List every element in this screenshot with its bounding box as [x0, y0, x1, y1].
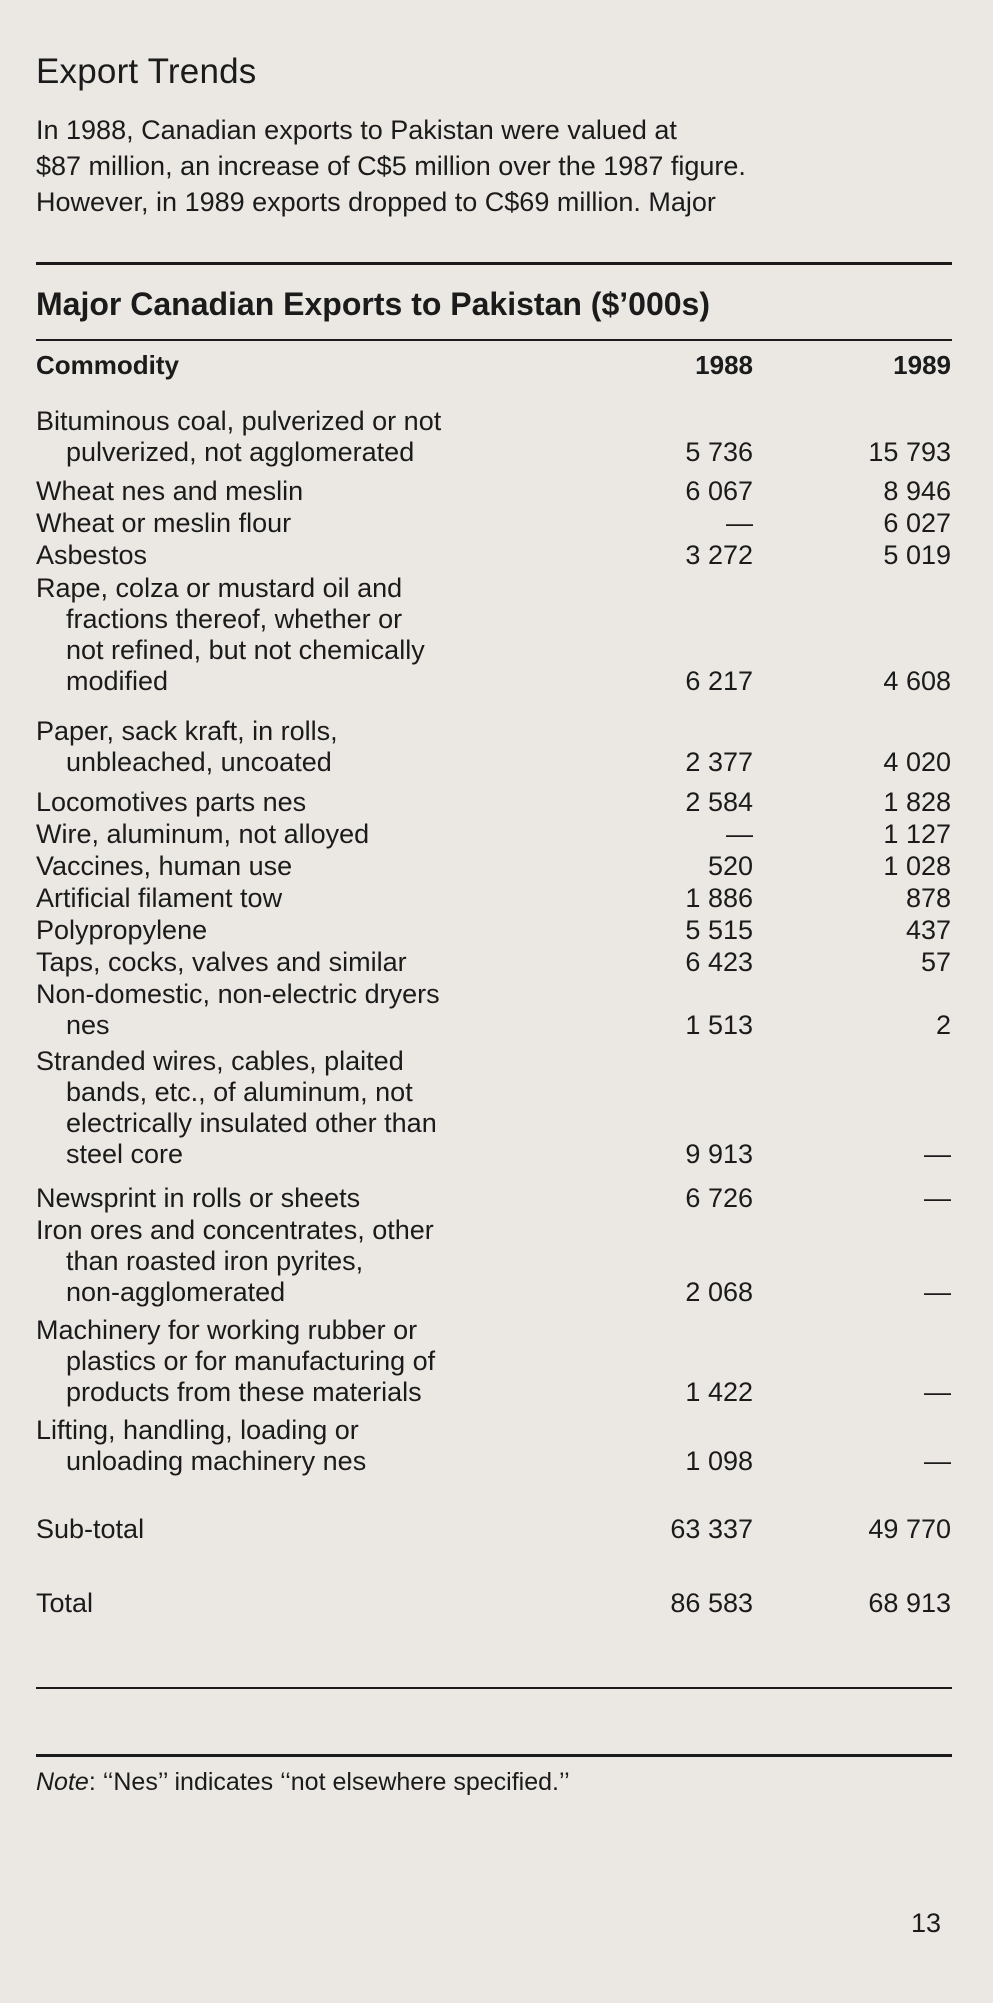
commodity-line: Polypropylene	[36, 915, 208, 945]
value-1989-cell: 15 793	[868, 437, 951, 467]
commodity-line: Locomotives parts nes	[36, 787, 307, 817]
commodity-line: Stranded wires, cables, plaited	[36, 1046, 404, 1076]
value-1988-cell: 5 515	[685, 915, 753, 945]
value-1988-cell: 9 913	[685, 1139, 753, 1169]
column-header-1989: 1989	[893, 350, 951, 380]
commodity-line: products from these materials	[66, 1377, 422, 1407]
commodity-cell	[36, 947, 596, 978]
commodity-cell	[36, 819, 596, 850]
commodity-line: Non-domestic, non-electric dryers	[36, 979, 440, 1009]
value-1989-cell: 57	[920, 947, 951, 977]
commodity-line: modified	[66, 666, 169, 696]
commodity-line: electrically insulated other than	[66, 1108, 437, 1138]
value-1988-cell: 1 098	[685, 1446, 753, 1476]
value-1989-cell: —	[924, 1446, 951, 1476]
commodity-cell	[36, 883, 596, 914]
commodity-cell	[36, 1183, 596, 1214]
value-1989-cell: 5 019	[883, 540, 951, 570]
commodity-line: Rape, colza or mustard oil and	[36, 573, 403, 603]
commodity-line: Wire, aluminum, not alloyed	[36, 819, 370, 849]
value-1988-cell: —	[726, 819, 753, 849]
commodity-cell	[36, 915, 596, 946]
intro-line: $87 million, an increase of C$5 million over the 1987 figure.	[36, 151, 746, 181]
value-1988-cell: 6 067	[685, 476, 753, 506]
value-1988-cell: 6 726	[685, 1183, 753, 1213]
value-1989-cell: 68 913	[868, 1588, 951, 1618]
value-1988-cell: 520	[707, 851, 753, 881]
commodity-line: Lifting, handling, loading or	[36, 1415, 359, 1445]
commodity-cell	[36, 476, 596, 507]
commodity-line: Newsprint in rolls or sheets	[36, 1183, 361, 1213]
commodity-cell	[36, 1588, 596, 1619]
commodity-line: Paper, sack kraft, in rolls,	[36, 716, 338, 746]
value-1989-cell: 49 770	[868, 1514, 951, 1544]
intro-line: However, in 1989 exports dropped to C$69 million. Major	[36, 187, 716, 217]
commodity-line: plastics or for manufacturing of	[66, 1346, 436, 1376]
value-1989-cell: 4 608	[883, 666, 951, 696]
value-1988-cell: 2 068	[685, 1277, 753, 1307]
note-label: Note	[36, 1768, 89, 1796]
commodity-cell	[36, 406, 596, 468]
intro-line: In 1988, Canadian exports to Pakistan were valued at	[36, 115, 677, 145]
column-header-1988: 1988	[695, 350, 753, 380]
commodity-line: steel core	[66, 1139, 184, 1169]
value-1988-cell: 5 736	[685, 437, 753, 467]
value-1989-cell: 4 020	[883, 747, 951, 777]
value-1989-cell: —	[924, 1139, 951, 1169]
value-1988-cell: 63 337	[670, 1514, 753, 1544]
commodity-line: Bituminous coal, pulverized or not	[36, 406, 442, 436]
value-1989-cell: 1 127	[883, 819, 951, 849]
table-bottom-rule	[36, 1754, 952, 1757]
commodity-line: fractions thereof, whether or	[66, 604, 403, 634]
commodity-line: nes	[66, 1010, 110, 1040]
value-1988-cell: 1 422	[685, 1377, 753, 1407]
commodity-line: bands, etc., of aluminum, not	[66, 1077, 413, 1107]
value-1988-cell: 2 584	[685, 787, 753, 817]
commodity-line: Wheat nes and meslin	[36, 476, 304, 506]
value-1989-cell: 1 028	[883, 851, 951, 881]
value-1988-cell: 6 423	[685, 947, 753, 977]
value-1988-cell: 1 886	[685, 883, 753, 913]
section-heading: Export Trends	[36, 52, 257, 91]
commodity-line: unbleached, uncoated	[66, 747, 332, 777]
commodity-cell	[36, 851, 596, 882]
value-1988-cell: 3 272	[685, 540, 753, 570]
column-header-commodity: Commodity	[36, 350, 179, 380]
value-1988-cell: —	[726, 508, 753, 538]
table-title: Major Canadian Exports to Pakistan ($’000s)	[36, 286, 710, 322]
commodity-line: not refined, but not chemically	[66, 635, 425, 665]
value-1989-cell: 437	[905, 915, 951, 945]
commodity-cell	[36, 508, 596, 539]
value-1989-cell: 1 828	[883, 787, 951, 817]
commodity-line: Vaccines, human use	[36, 851, 293, 881]
commodity-cell	[36, 979, 596, 1041]
table-note	[36, 1768, 570, 1797]
table-title-rule	[36, 339, 952, 341]
note-text: : ‘‘Nes’’ indicates ‘‘not elsewhere specified.’’	[88, 1768, 570, 1796]
commodity-line: Artificial filament tow	[36, 883, 283, 913]
table-top-rule	[36, 262, 952, 265]
value-1989-cell: 6 027	[883, 508, 951, 538]
commodity-cell	[36, 716, 596, 778]
commodity-cell	[36, 1514, 596, 1545]
value-1989-cell: —	[924, 1183, 951, 1213]
value-1989-cell: 878	[905, 883, 951, 913]
value-1988-cell: 2 377	[685, 747, 753, 777]
commodity-cell	[36, 1415, 596, 1477]
value-1988-cell: 6 217	[685, 666, 753, 696]
commodity-line: than roasted iron pyrites,	[66, 1246, 364, 1276]
subtotal-rule	[36, 1687, 952, 1689]
commodity-line: Wheat or meslin flour	[36, 508, 292, 538]
value-1989-cell: —	[924, 1377, 951, 1407]
intro-paragraph	[36, 112, 956, 220]
commodity-cell	[36, 573, 596, 697]
commodity-line: Iron ores and concentrates, other	[36, 1215, 434, 1245]
commodity-cell	[36, 1046, 596, 1170]
value-1989-cell: 8 946	[883, 476, 951, 506]
commodity-cell	[36, 1315, 596, 1408]
page-number: 13	[910, 1908, 941, 1938]
commodity-cell	[36, 787, 596, 818]
commodity-cell	[36, 540, 596, 571]
commodity-line: Machinery for working rubber or	[36, 1315, 418, 1345]
commodity-line: Sub-total	[36, 1514, 145, 1544]
commodity-cell	[36, 1215, 596, 1308]
value-1989-cell: —	[924, 1277, 951, 1307]
commodity-line: pulverized, not agglomerated	[66, 437, 415, 467]
commodity-line: unloading machinery nes	[66, 1446, 367, 1476]
value-1989-cell: 2	[935, 1010, 951, 1040]
commodity-line: Total	[36, 1588, 94, 1618]
commodity-line: Asbestos	[36, 540, 148, 570]
value-1988-cell: 1 513	[685, 1010, 753, 1040]
commodity-line: non-agglomerated	[66, 1277, 286, 1307]
value-1988-cell: 86 583	[670, 1588, 753, 1618]
commodity-line: Taps, cocks, valves and similar	[36, 947, 407, 977]
